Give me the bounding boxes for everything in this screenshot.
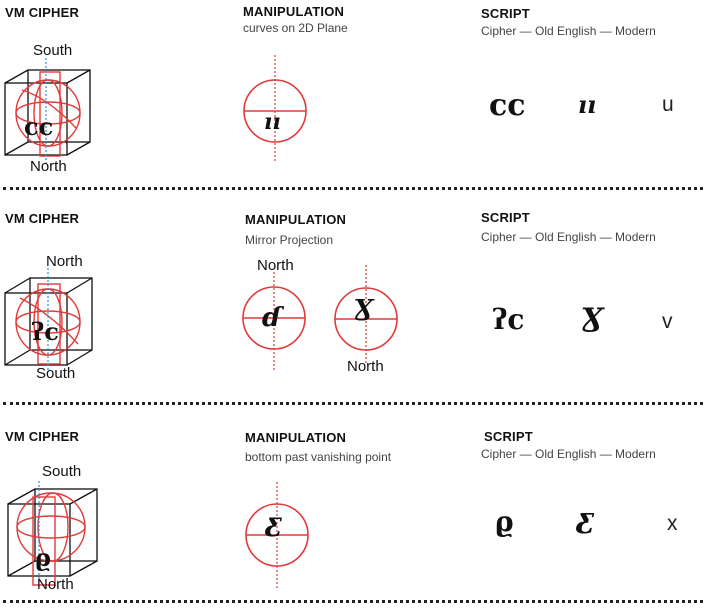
cipher-glyph-overlay: ʔc xyxy=(31,317,59,346)
mirror-glyph-left: ɗ xyxy=(262,303,281,333)
mirror-glyph-right: Ɣ xyxy=(353,295,374,325)
pole-label-bottom: North xyxy=(37,576,74,593)
modern-glyph: u xyxy=(662,93,674,116)
pole-label-top: South xyxy=(42,463,82,480)
vm-cipher-title: VM CIPHER xyxy=(5,5,80,20)
cube-sphere-diagram xyxy=(3,479,113,589)
manipulation-glyph: ıı xyxy=(264,109,281,135)
script-subtitle: Cipher — Old English — Modern xyxy=(481,230,656,244)
cipher-glyph: ϱ xyxy=(495,505,514,538)
cipher-glyph: ʔc xyxy=(492,303,525,336)
pole-label-bottom: North xyxy=(30,158,67,175)
manipulation-title: MANIPULATION xyxy=(245,212,347,227)
manipulation-subtitle: bottom past vanishing point xyxy=(245,450,392,464)
manip-pole-left: North xyxy=(257,257,294,274)
manipulation-glyph: ƹ xyxy=(265,508,283,538)
script-title: SCRIPT xyxy=(484,429,533,444)
pole-label-top: North xyxy=(46,253,83,270)
modern-glyph: v xyxy=(662,310,673,333)
script-subtitle: Cipher — Old English — Modern xyxy=(481,24,656,38)
cube-sphere-diagram xyxy=(0,58,110,168)
cipher-glyph: cc xyxy=(489,88,526,123)
dotted-separator xyxy=(3,402,703,405)
old-english-glyph: Ɣ xyxy=(580,302,604,337)
manip-pole-right: North xyxy=(347,358,384,375)
script-subtitle: Cipher — Old English — Modern xyxy=(481,447,656,461)
modern-glyph: x xyxy=(667,512,678,535)
manipulation-title: MANIPULATION xyxy=(245,430,347,445)
script-title: SCRIPT xyxy=(481,210,530,225)
pole-label-top: South xyxy=(33,42,73,59)
vm-cipher-title: VM CIPHER xyxy=(5,211,80,226)
old-english-glyph: ƹ xyxy=(576,502,595,535)
manipulation-subtitle: Mirror Projection xyxy=(245,233,334,247)
old-english-glyph: ıı xyxy=(578,90,597,119)
pole-label-bottom: South xyxy=(36,365,76,382)
cipher-glyph-overlay: cc xyxy=(24,112,54,141)
dotted-separator xyxy=(3,600,703,603)
manipulation-title: MANIPULATION xyxy=(243,4,345,19)
manipulation-subtitle: curves on 2D Plane xyxy=(243,21,348,35)
cipher-glyph-overlay: ϱ xyxy=(35,543,51,572)
dotted-separator xyxy=(3,187,703,190)
vm-cipher-title: VM CIPHER xyxy=(5,429,80,444)
script-title: SCRIPT xyxy=(481,6,530,21)
